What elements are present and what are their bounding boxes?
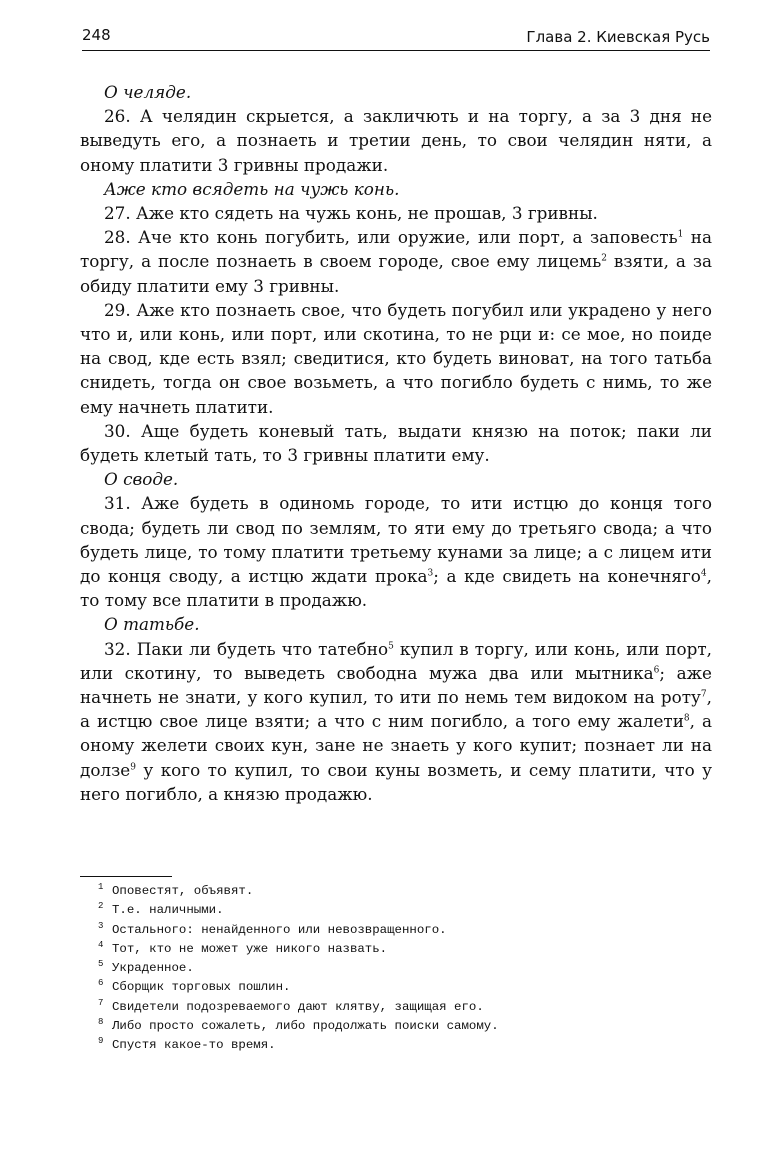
article-27: 27. Аже кто сядеть на чужь конь, не прошав, 3 гривны.: [104, 203, 598, 224]
article-32: [80, 637, 712, 806]
text-run: купил в торгу, или конь, или порт, или скотину, то выведеть свободна мужа два или мытника: [80, 638, 712, 683]
text-run: 31. Аже будеть в одиномь городе, то ити истцю до конця того свода; будеть ли свод по землям, то яти ему до третьяго свода; а что будеть лице, то тому платити третьему кунами за лице; а с лицем ити до конця своду, а истцю ждати прока: [80, 493, 712, 587]
footnote-item: [98, 901, 698, 920]
text-run: у кого то купил, то свои куны возметь, и сему платити, что у него погибло, а князю продажю.: [80, 759, 712, 804]
footnote-text: Оповестят, объявят.: [112, 884, 254, 898]
footnote-number: 7: [98, 997, 104, 1008]
footnote-ref: 2: [601, 253, 607, 264]
text-run: , то тому все платити в продажю.: [80, 566, 712, 611]
footnote-ref: 7: [700, 689, 707, 700]
main-text: [80, 80, 712, 806]
text-run: 32. Паки ли будеть что татебно: [104, 638, 389, 659]
footnote-text: Сборщик торговых пошлин.: [112, 980, 291, 995]
footnote-text: Тот, кто не может уже никого назвать.: [112, 941, 388, 956]
article-26: 26. А челядин скрыется, а закличють и на торгу, а за 3 дня не выведуть его, а познаеть и третии день, то свои челядин няти, а оному платити 3 гривны продажи.: [80, 106, 712, 175]
article-28: [80, 225, 712, 298]
footnote-number: 5: [98, 959, 104, 970]
section-heading: О челяде.: [104, 82, 192, 102]
footnote-item: [98, 921, 698, 940]
footnote-ref: 3: [427, 568, 434, 579]
footnote-item: [98, 882, 698, 901]
footnote-item: [98, 1036, 698, 1055]
text-run: , а истцю свое лице взяти; а что с ним погибло, а того ему жалети: [80, 687, 712, 732]
footnote-text: Либо просто сожалеть, либо продолжать поиски самому.: [112, 1019, 499, 1034]
footnote-number: 1: [98, 882, 104, 892]
article-30: 30. Аще будеть коневый тать, выдати князю на поток; паки ли будеть клетый тать, то 3 гривны платити ему.: [80, 420, 712, 466]
footnote-ref: 1: [677, 229, 684, 240]
footnote-ref: 4: [700, 568, 707, 579]
footnote-number: 6: [98, 978, 104, 989]
text-run: на торгу, а после познаеть в своем городе, свое ему лицемь: [80, 227, 712, 272]
page-number: 248: [82, 26, 111, 44]
text-run: 28. Аче кто конь погубить, или оружие, или порт, а заповесть: [104, 227, 678, 248]
footnote-item: [98, 1017, 698, 1036]
section-heading: Аже кто всядеть на чужь конь.: [104, 178, 400, 199]
footnote-ref: 6: [653, 665, 660, 676]
chapter-title: Глава 2. Киевская Русь: [526, 28, 710, 46]
text-run: ; аже начнеть не знати, у кого купил, то ити по немь тем видоком на роту: [80, 662, 712, 708]
text-run: взяти, а за обиду платити ему 3 гривны.: [80, 251, 712, 296]
footnote-number: 8: [98, 1017, 104, 1028]
footnote-item: [98, 959, 698, 978]
text-run: , а оному желети своих кун, зане не знаеть у кого купит; познает ли на долзе: [80, 711, 712, 780]
footnote-item: [98, 978, 698, 997]
footnote-ref: 9: [130, 762, 136, 773]
footnote-text: Т.е. наличными.: [112, 903, 224, 918]
footnote-item: [98, 998, 698, 1017]
footnote-divider: [80, 876, 172, 877]
footnote-text: Свидетели подозреваемого дают клятву, защищая его.: [112, 999, 484, 1014]
footnote-number: 4: [98, 939, 104, 950]
article-29: 29. Аже кто познаеть свое, что будеть погубил или украдено у него что и, или конь, или порт, или скотина, то не рци и: се мое, но поиде на свод, кде есть взял; сведитися, кто будеть виноват, на того татьба снидеть, тогда он свое возьметь, а что погибло будеть с нимь, то же ему начнеть платити.: [80, 299, 712, 417]
footnote-item: [98, 940, 698, 959]
footnote-text: Спустя какое-то время.: [112, 1038, 276, 1053]
section-heading: О татьбе.: [104, 614, 200, 635]
footnote-text: Остального: ненайденного или невозвращенного.: [112, 922, 447, 937]
article-31: [80, 491, 712, 612]
footnote-number: 3: [98, 920, 104, 931]
footnote-ref: 5: [388, 641, 394, 652]
footnotes-list: [98, 882, 698, 1056]
text-run: ; а кде свидеть на конечняго: [433, 566, 701, 587]
footnote-number: 9: [98, 1036, 104, 1047]
footnote-ref: 8: [683, 713, 690, 724]
section-heading: О своде.: [104, 469, 179, 490]
footnote-number: 2: [98, 901, 104, 912]
footnote-text: Украденное.: [112, 961, 194, 976]
running-header: [82, 22, 710, 51]
